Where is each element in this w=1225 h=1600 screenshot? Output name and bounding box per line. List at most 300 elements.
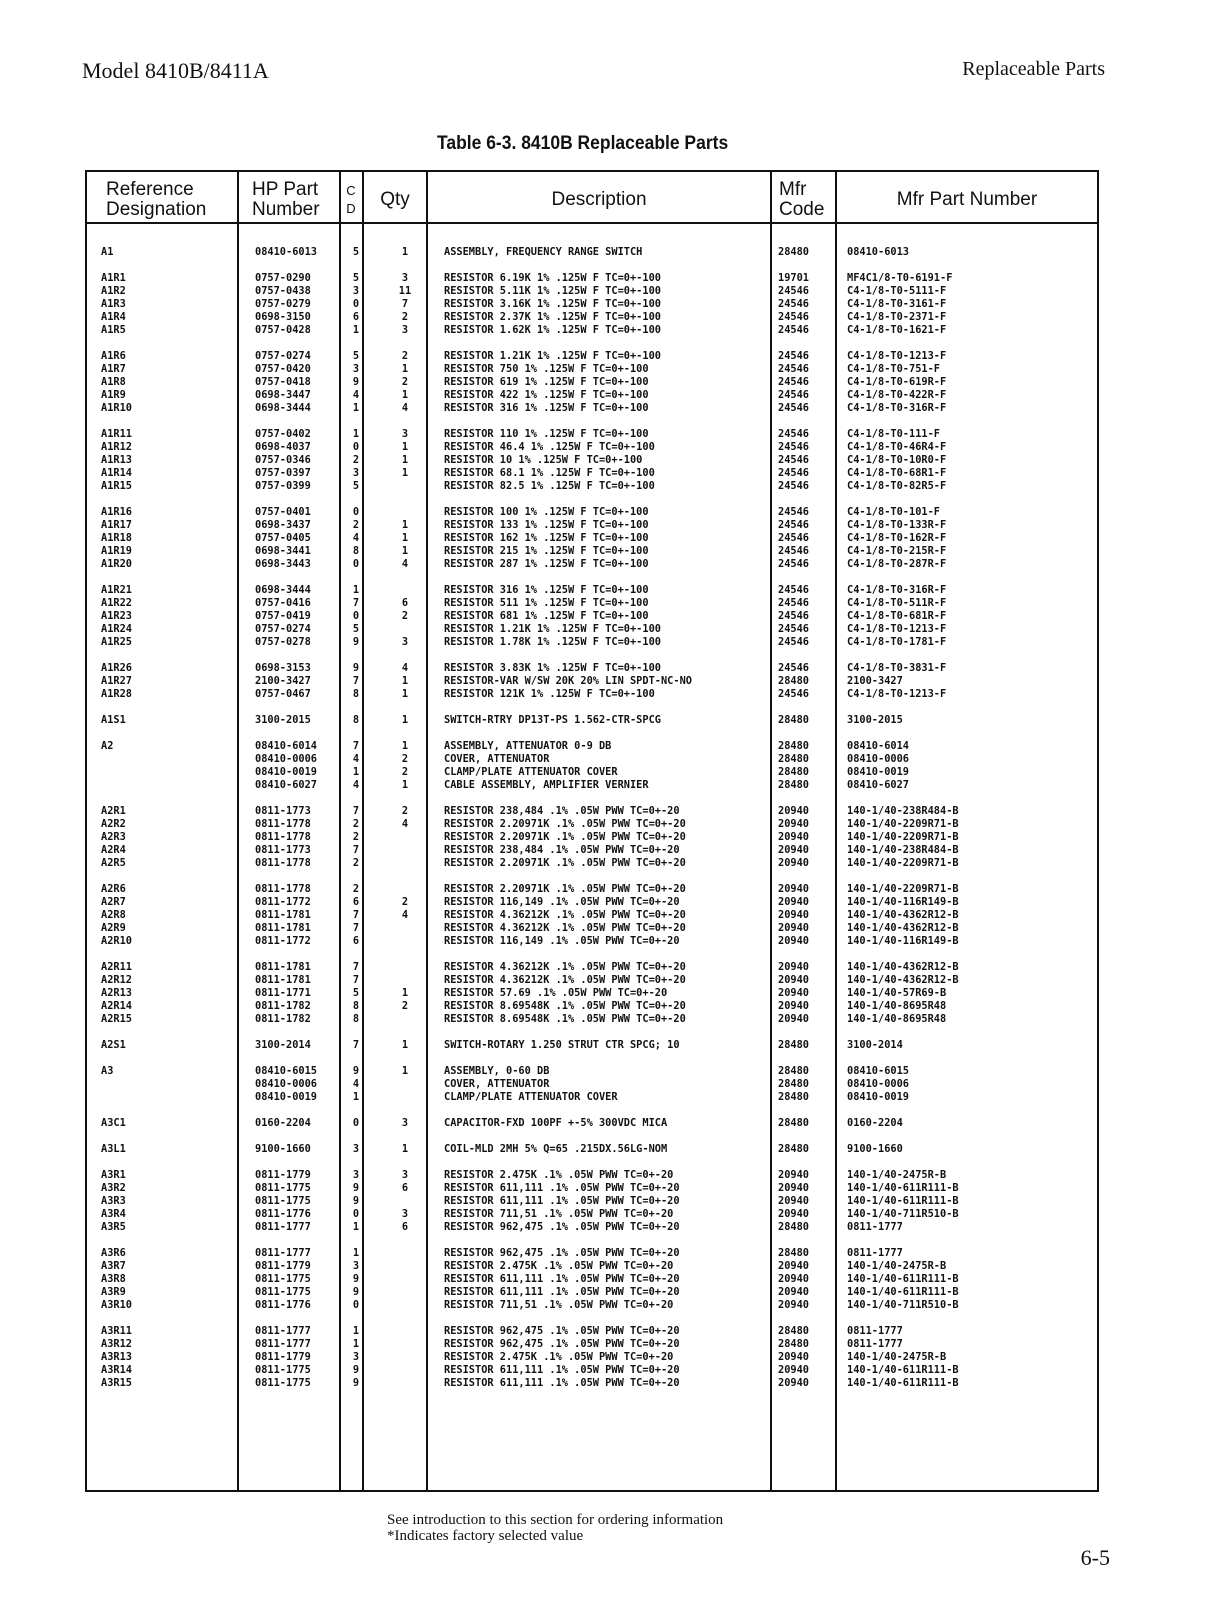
reference-cell: A1R11 — [101, 428, 132, 440]
hp-part-cell: 0811-1777 — [255, 1325, 311, 1337]
hp-part-cell: 0811-1782 — [255, 1013, 311, 1025]
mfr-part-number-cell: C4-1/8-T0-1213-F — [847, 350, 947, 362]
cd-cell: 3 — [352, 363, 360, 375]
cd-cell: 7 — [352, 597, 360, 609]
mfr-code-cell: 20940 — [778, 1169, 809, 1181]
mfr-part-number-cell: 140-1/40-4362R12-B — [847, 922, 959, 934]
cd-cell: 7 — [352, 922, 360, 934]
column-header-mfr-part-number: Mfr Part Number — [896, 189, 1038, 210]
qty-cell: 2 — [401, 350, 409, 362]
reference-cell: A2R8 — [101, 909, 126, 921]
description-cell: RESISTOR 3.16K 1% .125W F TC=0+-100 — [444, 298, 661, 310]
mfr-code-cell: 28480 — [778, 1338, 809, 1350]
table-row — [85, 285, 1099, 298]
mfr-part-number-cell: C4-1/8-T0-3161-F — [847, 298, 947, 310]
table-row — [85, 1299, 1099, 1312]
table-row — [85, 1286, 1099, 1299]
hp-part-cell: 0811-1781 — [255, 922, 311, 934]
cd-cell: 1 — [352, 1338, 360, 1350]
reference-cell: A1R15 — [101, 480, 132, 492]
table-row — [85, 311, 1099, 324]
qty-cell: 7 — [401, 298, 409, 310]
reference-cell: A2R7 — [101, 896, 126, 908]
qty-cell: 3 — [401, 324, 409, 336]
qty-cell: 3 — [401, 428, 409, 440]
hp-part-cell: 0811-1777 — [255, 1221, 311, 1233]
description-cell: RESISTOR 121K 1% .125W F TC=0+-100 — [444, 688, 655, 700]
reference-cell: A3R9 — [101, 1286, 126, 1298]
table-row — [85, 597, 1099, 610]
cd-cell: 4 — [352, 1078, 360, 1090]
reference-cell: A2R6 — [101, 883, 126, 895]
description-cell: RESISTOR 116,149 .1% .05W PWW TC=0+-20 — [444, 896, 680, 908]
reference-cell: A3L1 — [101, 1143, 126, 1155]
reference-cell: A2R15 — [101, 1013, 132, 1025]
hp-part-cell: 0698-3150 — [255, 311, 311, 323]
reference-cell: A1R27 — [101, 675, 132, 687]
table-row — [85, 740, 1099, 753]
cd-cell: 1 — [352, 1221, 360, 1233]
table-row — [85, 610, 1099, 623]
mfr-code-cell: 24546 — [778, 506, 809, 518]
cd-cell: 1 — [352, 428, 360, 440]
table-row — [85, 896, 1099, 909]
mfr-part-number-cell: C4-1/8-T0-5111-F — [847, 285, 947, 297]
qty-cell: 1 — [401, 363, 409, 375]
description-cell: RESISTOR 82.5 1% .125W F TC=0+-100 — [444, 480, 655, 492]
qty-cell: 11 — [398, 285, 412, 297]
reference-cell: A3R6 — [101, 1247, 126, 1259]
mfr-code-cell: 28480 — [778, 1039, 809, 1051]
table-row — [85, 350, 1099, 363]
hp-part-cell: 0757-0397 — [255, 467, 311, 479]
mfr-part-number-cell: 140-1/40-2475R-B — [847, 1260, 947, 1272]
reference-cell: A1R17 — [101, 519, 132, 531]
hp-part-cell: 0811-1772 — [255, 896, 311, 908]
reference-cell: A1R1 — [101, 272, 126, 284]
mfr-code-cell: 20940 — [778, 961, 809, 973]
description-cell: RESISTOR 2.475K .1% .05W PWW TC=0+-20 — [444, 1169, 674, 1181]
hp-part-cell: 0811-1773 — [255, 805, 311, 817]
description-cell: RESISTOR 962,475 .1% .05W PWW TC=0+-20 — [444, 1247, 680, 1259]
mfr-code-cell: 28480 — [778, 1247, 809, 1259]
reference-cell: A3 — [101, 1065, 114, 1077]
qty-cell: 1 — [401, 545, 409, 557]
description-cell: RESISTOR 100 1% .125W F TC=0+-100 — [444, 506, 649, 518]
qty-cell: 6 — [401, 597, 409, 609]
description-cell: RESISTOR 611,111 .1% .05W PWW TC=0+-20 — [444, 1364, 680, 1376]
hp-part-cell: 0811-1776 — [255, 1208, 311, 1220]
mfr-code-cell: 28480 — [778, 1325, 809, 1337]
table-row — [85, 1364, 1099, 1377]
reference-cell: A2R2 — [101, 818, 126, 830]
mfr-part-number-cell: MF4C1/8-T0-6191-F — [847, 272, 953, 284]
description-cell: RESISTOR-VAR W/SW 20K 20% LIN SPDT-NC-NO — [444, 675, 692, 687]
reference-cell: A1R24 — [101, 623, 132, 635]
reference-cell: A3R8 — [101, 1273, 126, 1285]
hp-part-cell: 0757-0290 — [255, 272, 311, 284]
hp-part-cell: 0811-1781 — [255, 909, 311, 921]
cd-cell: 2 — [352, 818, 360, 830]
table-row — [85, 623, 1099, 636]
reference-cell: A1R13 — [101, 454, 132, 466]
table-row — [85, 428, 1099, 441]
table-row — [85, 935, 1099, 948]
description-cell: RESISTOR 611,111 .1% .05W PWW TC=0+-20 — [444, 1182, 680, 1194]
mfr-code-cell: 20940 — [778, 818, 809, 830]
cd-cell: 4 — [352, 753, 360, 765]
mfr-code-cell: 24546 — [778, 376, 809, 388]
cd-cell: 9 — [352, 1195, 360, 1207]
hp-part-cell: 08410-0019 — [255, 766, 317, 778]
mfr-code-cell: 24546 — [778, 311, 809, 323]
cd-cell: 6 — [352, 935, 360, 947]
hp-part-cell: 0757-0438 — [255, 285, 311, 297]
hp-part-cell: 0811-1773 — [255, 844, 311, 856]
hp-part-cell: 0811-1778 — [255, 883, 311, 895]
table-row — [85, 831, 1099, 844]
reference-cell: A3R13 — [101, 1351, 132, 1363]
cd-cell: 0 — [352, 298, 360, 310]
table-row — [85, 584, 1099, 597]
description-cell: RESISTOR 162 1% .125W F TC=0+-100 — [444, 532, 649, 544]
header-separator — [85, 222, 1099, 224]
mfr-part-number-cell: C4-1/8-T0-10R0-F — [847, 454, 947, 466]
qty-cell: 1 — [401, 1065, 409, 1077]
mfr-code-cell: 24546 — [778, 610, 809, 622]
hp-part-cell: 0698-3153 — [255, 662, 311, 674]
mfr-code-cell: 28480 — [778, 1117, 809, 1129]
mfr-part-number-cell: C4-1/8-T0-3831-F — [847, 662, 947, 674]
qty-cell: 1 — [401, 779, 409, 791]
reference-cell: A1R18 — [101, 532, 132, 544]
hp-part-cell: 0811-1781 — [255, 961, 311, 973]
reference-cell: A3R11 — [101, 1325, 132, 1337]
reference-cell: A1R6 — [101, 350, 126, 362]
cd-cell: 5 — [352, 987, 360, 999]
table-row — [85, 389, 1099, 402]
description-cell: ASSEMBLY, ATTENUATOR 0-9 DB — [444, 740, 612, 752]
mfr-code-cell: 20940 — [778, 1351, 809, 1363]
mfr-part-number-cell: C4-1/8-T0-133R-F — [847, 519, 947, 531]
hp-part-cell: 3100-2014 — [255, 1039, 311, 1051]
reference-cell: A1R12 — [101, 441, 132, 453]
mfr-code-cell: 28480 — [778, 753, 809, 765]
mfr-part-number-cell: 140-1/40-611R111-B — [847, 1195, 959, 1207]
description-cell: CLAMP/PLATE ATTENUATOR COVER — [444, 766, 618, 778]
hp-part-cell: 08410-6027 — [255, 779, 317, 791]
hp-part-cell: 0811-1777 — [255, 1247, 311, 1259]
description-cell: RESISTOR 5.11K 1% .125W F TC=0+-100 — [444, 285, 661, 297]
mfr-part-number-cell: 2100-3427 — [847, 675, 903, 687]
table-row — [85, 883, 1099, 896]
reference-cell: A1R25 — [101, 636, 132, 648]
description-cell: RESISTOR 215 1% .125W F TC=0+-100 — [444, 545, 649, 557]
mfr-code-cell: 20940 — [778, 974, 809, 986]
mfr-part-number-cell: 140-1/40-116R149-B — [847, 935, 959, 947]
hp-part-cell: 2100-3427 — [255, 675, 311, 687]
table-row — [85, 1039, 1099, 1052]
cd-cell: 7 — [352, 909, 360, 921]
mfr-code-cell: 20940 — [778, 831, 809, 843]
reference-cell: A1R9 — [101, 389, 126, 401]
mfr-part-number-cell: C4-1/8-T0-1213-F — [847, 623, 947, 635]
hp-part-cell: 3100-2015 — [255, 714, 311, 726]
reference-cell: A3C1 — [101, 1117, 126, 1129]
hp-part-cell: 0811-1779 — [255, 1351, 311, 1363]
table-row — [85, 1273, 1099, 1286]
mfr-code-cell: 28480 — [778, 766, 809, 778]
mfr-part-number-cell: C4-1/8-T0-1621-F — [847, 324, 947, 336]
mfr-part-number-cell: C4-1/8-T0-287R-F — [847, 558, 947, 570]
reference-cell: A1R20 — [101, 558, 132, 570]
description-cell: RESISTOR 10 1% .125W F TC=0+-100 — [444, 454, 643, 466]
footnote: See introduction to this section for ordering information *Indicates factory selected value — [387, 1512, 724, 1544]
mfr-part-number-cell: 140-1/40-611R111-B — [847, 1364, 959, 1376]
cd-cell: 9 — [352, 636, 360, 648]
reference-cell: A1R3 — [101, 298, 126, 310]
table-row — [85, 909, 1099, 922]
mfr-part-number-cell: 140-1/40-611R111-B — [847, 1286, 959, 1298]
cd-cell: 8 — [352, 1013, 360, 1025]
cd-cell: 3 — [352, 1351, 360, 1363]
mfr-code-cell: 24546 — [778, 480, 809, 492]
mfr-code-cell: 24546 — [778, 389, 809, 401]
description-cell: RESISTOR 962,475 .1% .05W PWW TC=0+-20 — [444, 1221, 680, 1233]
hp-part-cell: 0698-4037 — [255, 441, 311, 453]
mfr-part-number-cell: 08410-6014 — [847, 740, 909, 752]
table-row — [85, 246, 1099, 259]
mfr-part-number-cell: 140-1/40-2209R71-B — [847, 818, 959, 830]
mfr-part-number-cell: 08410-6027 — [847, 779, 909, 791]
table-row — [85, 272, 1099, 285]
table-row — [85, 1169, 1099, 1182]
cd-cell: 3 — [352, 1260, 360, 1272]
description-cell: RESISTOR 2.20971K .1% .05W PWW TC=0+-20 — [444, 883, 686, 895]
description-cell: RESISTOR 3.83K 1% .125W F TC=0+-100 — [444, 662, 661, 674]
cd-cell: 3 — [352, 1143, 360, 1155]
description-cell: RESISTOR 110 1% .125W F TC=0+-100 — [444, 428, 649, 440]
reference-cell: A1R8 — [101, 376, 126, 388]
qty-cell: 1 — [401, 1039, 409, 1051]
mfr-part-number-cell: C4-1/8-T0-68R1-F — [847, 467, 947, 479]
hp-part-cell: 0757-0418 — [255, 376, 311, 388]
qty-cell: 1 — [401, 1143, 409, 1155]
mfr-code-cell: 19701 — [778, 272, 809, 284]
mfr-part-number-cell: 140-1/40-238R484-B — [847, 844, 959, 856]
cd-cell: 8 — [352, 545, 360, 557]
description-cell: COVER, ATTENUATOR — [444, 753, 550, 765]
description-cell: RESISTOR 68.1 1% .125W F TC=0+-100 — [444, 467, 655, 479]
mfr-part-number-cell: C4-1/8-T0-111-F — [847, 428, 940, 440]
mfr-part-number-cell: C4-1/8-T0-162R-F — [847, 532, 947, 544]
table-row — [85, 662, 1099, 675]
cd-cell: 2 — [352, 883, 360, 895]
cd-cell: 0 — [352, 610, 360, 622]
table-row — [85, 1221, 1099, 1234]
cd-cell: 8 — [352, 1000, 360, 1012]
description-cell: RESISTOR 611,111 .1% .05W PWW TC=0+-20 — [444, 1273, 680, 1285]
qty-cell: 1 — [401, 987, 409, 999]
hp-part-cell: 0811-1778 — [255, 857, 311, 869]
description-cell: RESISTOR 611,111 .1% .05W PWW TC=0+-20 — [444, 1377, 680, 1389]
mfr-part-number-cell: 140-1/40-2209R71-B — [847, 883, 959, 895]
cd-cell: 1 — [352, 1247, 360, 1259]
reference-cell: A1R2 — [101, 285, 126, 297]
hp-part-cell: 0757-0467 — [255, 688, 311, 700]
table-row — [85, 1325, 1099, 1338]
cd-cell: 0 — [352, 1117, 360, 1129]
table-row — [85, 558, 1099, 571]
mfr-part-number-cell: 140-1/40-57R69-B — [847, 987, 947, 999]
reference-cell: A2R4 — [101, 844, 126, 856]
mfr-part-number-cell: 140-1/40-116R149-B — [847, 896, 959, 908]
mfr-part-number-cell: C4-1/8-T0-316R-F — [847, 402, 947, 414]
mfr-part-number-cell: 0160-2204 — [847, 1117, 903, 1129]
mfr-part-number-cell: 0811-1777 — [847, 1338, 903, 1350]
reference-cell: A1R26 — [101, 662, 132, 674]
description-cell: RESISTOR 116,149 .1% .05W PWW TC=0+-20 — [444, 935, 680, 947]
description-cell: COIL-MLD 2MH 5% Q=65 .215DX.56LG-NOM — [444, 1143, 668, 1155]
description-cell: RESISTOR 962,475 .1% .05W PWW TC=0+-20 — [444, 1338, 680, 1350]
mfr-part-number-cell: 3100-2014 — [847, 1039, 903, 1051]
cd-cell: 9 — [352, 1364, 360, 1376]
cd-cell: 0 — [352, 1208, 360, 1220]
qty-cell: 1 — [401, 532, 409, 544]
hp-part-cell: 0698-3444 — [255, 402, 311, 414]
reference-cell: A3R2 — [101, 1182, 126, 1194]
description-cell: CAPACITOR-FXD 100PF +-5% 300VDC MICA — [444, 1117, 668, 1129]
cd-cell: 1 — [352, 402, 360, 414]
cd-cell: 2 — [352, 857, 360, 869]
section-header: Replaceable Parts — [962, 58, 1105, 80]
table-row — [85, 402, 1099, 415]
cd-cell: 2 — [352, 831, 360, 843]
mfr-part-number-cell: C4-1/8-T0-511R-F — [847, 597, 947, 609]
hp-part-cell: 0811-1775 — [255, 1377, 311, 1389]
mfr-part-number-cell: 140-1/40-611R111-B — [847, 1273, 959, 1285]
mfr-part-number-cell: 140-1/40-238R484-B — [847, 805, 959, 817]
cd-cell: 3 — [352, 1169, 360, 1181]
cd-cell: 7 — [352, 675, 360, 687]
reference-cell: A3R3 — [101, 1195, 126, 1207]
reference-cell: A2 — [101, 740, 114, 752]
mfr-code-cell: 24546 — [778, 623, 809, 635]
qty-cell: 6 — [401, 1221, 409, 1233]
description-cell: RESISTOR 611,111 .1% .05W PWW TC=0+-20 — [444, 1195, 680, 1207]
parts-table-body — [85, 246, 1099, 1390]
table-row — [85, 467, 1099, 480]
description-cell: RESISTOR 962,475 .1% .05W PWW TC=0+-20 — [444, 1325, 680, 1337]
mfr-part-number-cell: 140-1/40-2209R71-B — [847, 831, 959, 843]
cd-cell: 7 — [352, 740, 360, 752]
description-cell: RESISTOR 4.36212K .1% .05W PWW TC=0+-20 — [444, 909, 686, 921]
cd-cell: 9 — [352, 376, 360, 388]
qty-cell: 2 — [401, 1000, 409, 1012]
table-row — [85, 987, 1099, 1000]
table-row — [85, 1065, 1099, 1078]
reference-cell: A3R15 — [101, 1377, 132, 1389]
reference-cell: A3R10 — [101, 1299, 132, 1311]
mfr-code-cell: 20940 — [778, 1013, 809, 1025]
qty-cell: 2 — [401, 610, 409, 622]
description-cell: RESISTOR 2.20971K .1% .05W PWW TC=0+-20 — [444, 857, 686, 869]
description-cell: RESISTOR 316 1% .125W F TC=0+-100 — [444, 402, 649, 414]
table-row — [85, 1260, 1099, 1273]
mfr-code-cell: 24546 — [778, 532, 809, 544]
description-cell: RESISTOR 711,51 .1% .05W PWW TC=0+-20 — [444, 1208, 674, 1220]
cd-cell: 1 — [352, 584, 360, 596]
mfr-part-number-cell: 08410-0006 — [847, 1078, 909, 1090]
table-row — [85, 441, 1099, 454]
mfr-part-number-cell: C4-1/8-T0-316R-F — [847, 584, 947, 596]
hp-part-cell: 0811-1775 — [255, 1195, 311, 1207]
qty-cell: 4 — [401, 818, 409, 830]
mfr-part-number-cell: 08410-6013 — [847, 246, 909, 258]
hp-part-cell: 0698-3443 — [255, 558, 311, 570]
mfr-part-number-cell: 0811-1777 — [847, 1221, 903, 1233]
reference-cell: A3R7 — [101, 1260, 126, 1272]
mfr-code-cell: 24546 — [778, 441, 809, 453]
mfr-code-cell: 24546 — [778, 584, 809, 596]
mfr-part-number-cell: C4-1/8-T0-422R-F — [847, 389, 947, 401]
cd-cell: 2 — [352, 454, 360, 466]
mfr-code-cell: 24546 — [778, 688, 809, 700]
table-row — [85, 766, 1099, 779]
table-row — [85, 1208, 1099, 1221]
column-header-hp-part: HP Part Number — [252, 179, 320, 220]
cd-cell: 0 — [352, 558, 360, 570]
description-cell: RESISTOR 2.20971K .1% .05W PWW TC=0+-20 — [444, 818, 686, 830]
table-row — [85, 688, 1099, 701]
mfr-code-cell: 20940 — [778, 1377, 809, 1389]
table-row — [85, 454, 1099, 467]
hp-part-cell: 0811-1775 — [255, 1182, 311, 1194]
description-cell: RESISTOR 619 1% .125W F TC=0+-100 — [444, 376, 649, 388]
description-cell: SWITCH-ROTARY 1.250 STRUT CTR SPCG; 10 — [444, 1039, 680, 1051]
description-cell: RESISTOR 4.36212K .1% .05W PWW TC=0+-20 — [444, 974, 686, 986]
reference-cell: A2R1 — [101, 805, 126, 817]
qty-cell: 2 — [401, 805, 409, 817]
table-row — [85, 974, 1099, 987]
mfr-code-cell: 24546 — [778, 350, 809, 362]
table-row — [85, 961, 1099, 974]
description-cell: RESISTOR 750 1% .125W F TC=0+-100 — [444, 363, 649, 375]
cd-cell: 8 — [352, 688, 360, 700]
cd-cell: 5 — [352, 350, 360, 362]
reference-cell: A2R10 — [101, 935, 132, 947]
cd-cell: 7 — [352, 805, 360, 817]
cd-cell: 3 — [352, 285, 360, 297]
mfr-code-cell: 20940 — [778, 857, 809, 869]
reference-cell: A2R14 — [101, 1000, 132, 1012]
table-row — [85, 532, 1099, 545]
page-number: 6-5 — [1080, 1545, 1110, 1570]
mfr-part-number-cell: 08410-6015 — [847, 1065, 909, 1077]
description-cell: RESISTOR 2.475K .1% .05W PWW TC=0+-20 — [444, 1351, 674, 1363]
mfr-code-cell: 28480 — [778, 675, 809, 687]
hp-part-cell: 0811-1775 — [255, 1364, 311, 1376]
table-row — [85, 1338, 1099, 1351]
cd-cell: 5 — [352, 272, 360, 284]
hp-part-cell: 08410-6014 — [255, 740, 317, 752]
qty-cell: 3 — [401, 636, 409, 648]
mfr-part-number-cell: 140-1/40-8695R48 — [847, 1000, 947, 1012]
description-cell: RESISTOR 1.62K 1% .125W F TC=0+-100 — [444, 324, 661, 336]
hp-part-cell: 0811-1771 — [255, 987, 311, 999]
reference-cell: A2R12 — [101, 974, 132, 986]
mfr-part-number-cell: C4-1/8-T0-101-F — [847, 506, 940, 518]
